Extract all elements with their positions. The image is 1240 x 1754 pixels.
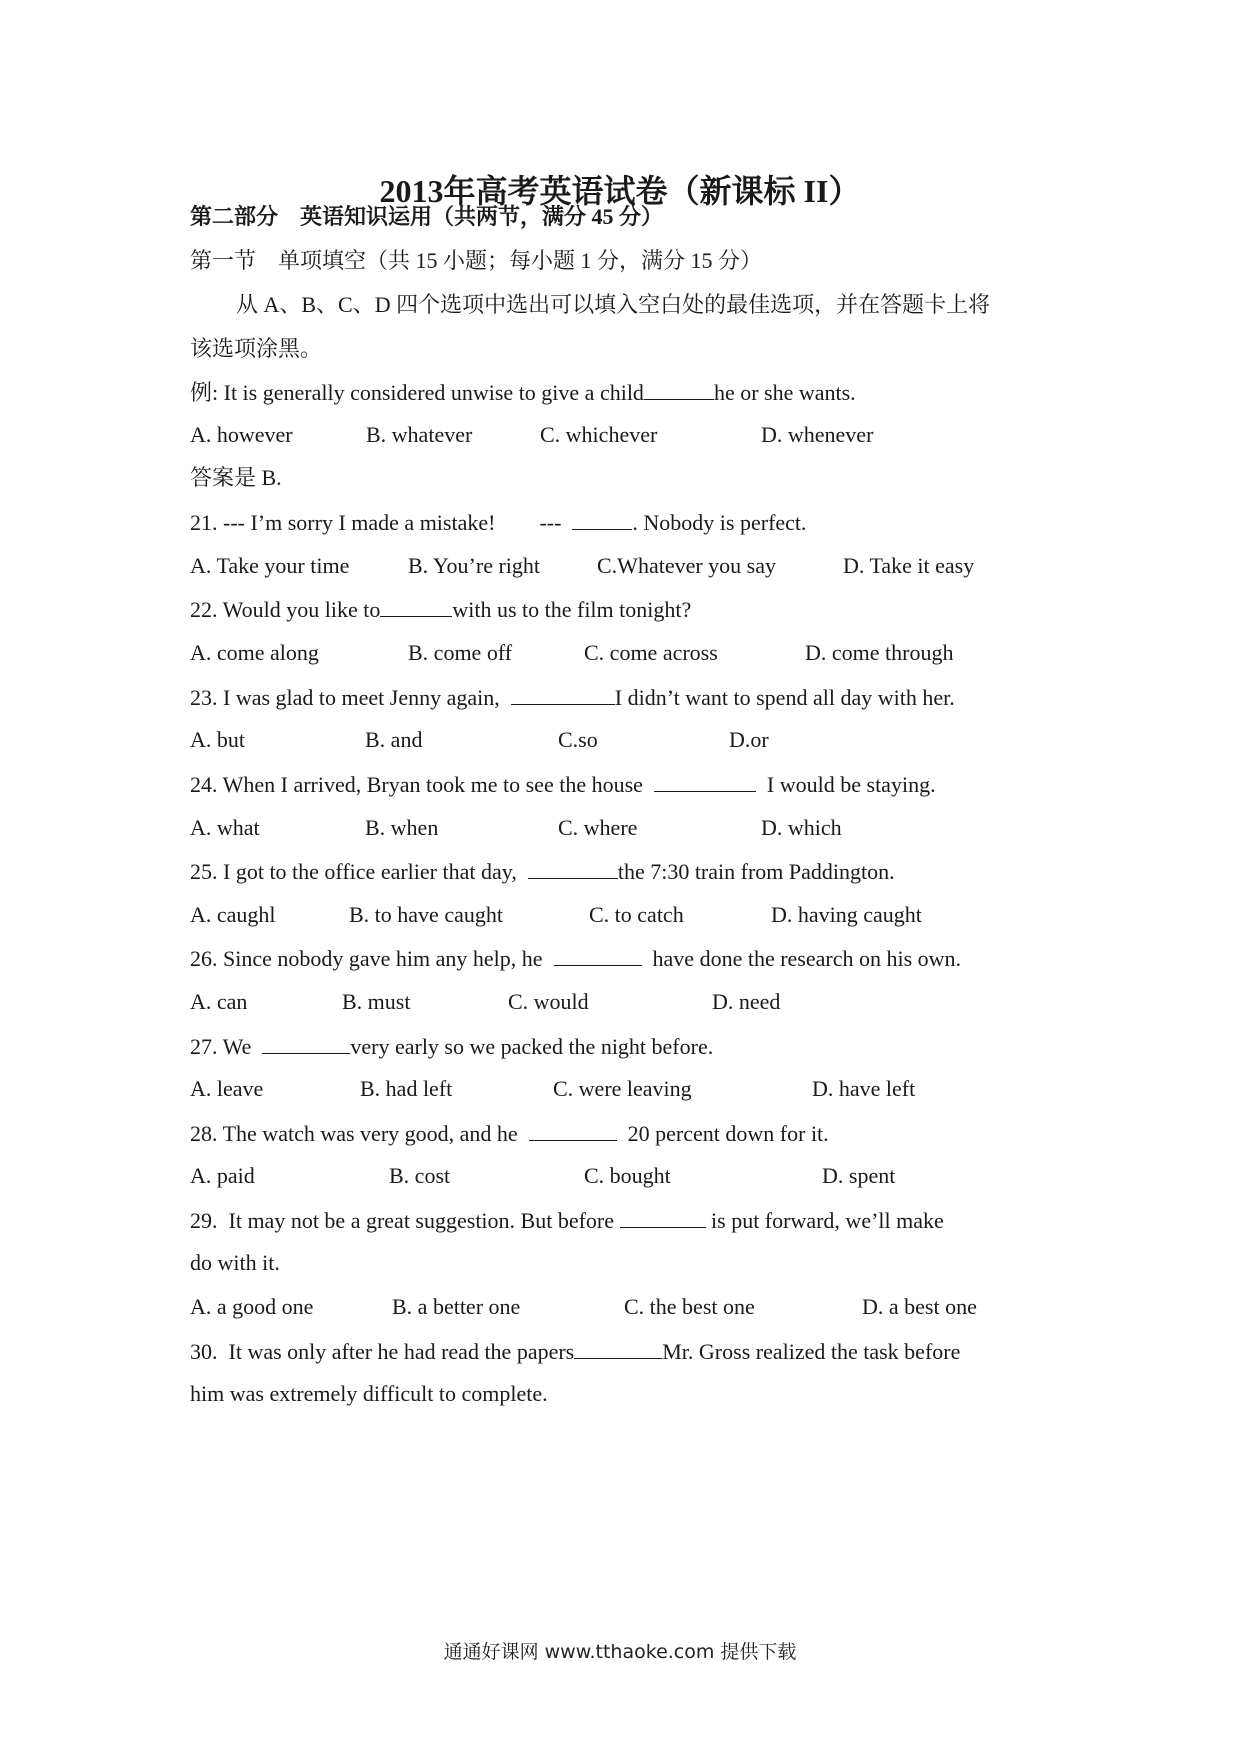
question-25-option-c: C. to catch [589,902,684,927]
question-21-blank [572,511,632,530]
question-26-stem [190,947,961,970]
question-21-option-d: D. Take it easy [843,553,975,578]
example-stem [190,381,856,404]
question-22-option-a: A. come along [190,640,319,665]
question-29-blank [620,1209,706,1228]
example-answer: 答案是 B. [190,465,282,490]
question-21-stem [190,511,807,534]
question-25-stem-after: the 7:30 train from Paddington. [617,859,895,884]
question-25-blank [528,860,618,879]
question-22-stem-before: 22. Would you like to [190,597,381,622]
example-option-b: B. whatever [366,422,473,447]
question-23-stem [190,686,955,709]
example-option-a: A. however [190,422,293,447]
question-25-option-a: A. caughl [190,902,276,927]
question-26-option-a: A. can [190,989,248,1014]
question-28-option-a: A. paid [190,1163,255,1188]
question-23-stem-after: I didn’t want to spend all day with her. [614,685,955,710]
question-28-stem-after: 20 percent down for it. [616,1121,829,1146]
question-22-option-c: C. come across [584,640,718,665]
question-29-option-b: B. a better one [392,1294,521,1319]
question-27-stem [190,1035,713,1058]
question-29-stem-before: 29. It may not be a great suggestion. But before [190,1208,620,1233]
example-stem-before: 例: It is generally considered unwise to give a child [190,380,644,405]
example-stem-after: he or she wants. [713,380,856,405]
question-26-stem-after: have done the research on his own. [641,946,962,971]
question-27-option-a: A. leave [190,1076,264,1101]
question-22-option-d: D. come through [805,640,954,665]
question-26-option-d: D. need [712,989,781,1014]
question-22-stem-after: with us to the film tonight? [452,597,692,622]
question-21-stem-after: . Nobody is perfect. [632,510,807,535]
question-30-blank [574,1340,662,1359]
question-24-option-a: A. what [190,815,260,840]
question-29-option-c: C. the best one [624,1294,755,1319]
instruction-line-2: 该选项涂黑。 [190,336,323,361]
question-28-stem [190,1122,829,1145]
question-28-stem-before: 28. The watch was very good, and he [190,1121,529,1146]
question-22-stem [190,598,691,621]
question-26-blank [554,947,642,966]
question-25-option-b: B. to have caught [349,902,503,927]
question-24-option-c: C. where [558,815,638,840]
question-27-stem-after: very early so we packed the night before. [350,1034,714,1059]
question-27-option-d: D. have left [812,1076,916,1101]
question-27-option-c: C. were leaving [553,1076,692,1101]
question-22-blank [380,598,452,617]
question-27-stem-before: 27. We [190,1034,263,1059]
question-24-option-b: B. when [365,815,439,840]
question-22-option-b: B. come off [408,640,513,665]
question-21-option-b: B. You’re right [408,553,541,578]
question-26-option-c: C. would [508,989,589,1014]
question-23-option-b: B. and [365,727,423,752]
question-29-stem-line-2: do with it. [190,1250,280,1275]
question-25-stem-before: 25. I got to the office earlier that day, [190,859,528,884]
example-option-c: C. whichever [540,422,658,447]
instruction-line-1: 从 A、B、C、D 四个选项中选出可以填入空白处的最佳选项，并在答题卡上将 [236,292,991,317]
question-27-blank [262,1035,350,1054]
question-24-stem-before: 24. When I arrived, Bryan took me to see the house [190,772,654,797]
question-21-option-c: C.Whatever you say [597,553,776,578]
question-30-stem [190,1340,960,1363]
question-27-option-b: B. had left [360,1076,453,1101]
question-23-option-c: C.so [558,727,598,752]
page-title: 2013年高考英语试卷（新课标 II） [379,173,861,209]
question-26-option-b: B. must [342,989,411,1014]
question-25-option-d: D. having caught [771,902,922,927]
question-28-blank [529,1122,617,1141]
question-28-option-b: B. cost [389,1163,451,1188]
page-footer: 通通好课网 www.tthaoke.com 提供下载 [443,1641,797,1663]
question-24-option-d: D. which [761,815,842,840]
question-21-option-a: A. Take your time [190,553,350,578]
question-23-stem-before: 23. I was glad to meet Jenny again, [190,685,511,710]
question-29-option-d: D. a best one [862,1294,977,1319]
question-29-stem [190,1209,944,1232]
question-25-stem [190,860,895,883]
question-30-stem-line-2: him was extremely difficult to complete. [190,1381,548,1406]
question-28-option-d: D. spent [822,1163,896,1188]
question-30-stem-before: 30. It was only after he had read the papers [190,1339,575,1364]
question-23-option-a: A. but [190,727,245,752]
question-29-option-a: A. a good one [190,1294,314,1319]
question-28-option-c: C. bought [584,1163,671,1188]
question-23-option-d: D.or [729,727,769,752]
question-23-blank [511,686,615,705]
example-option-d: D. whenever [761,422,874,447]
question-24-stem [190,773,936,796]
question-24-stem-after: I would be staying. [755,772,936,797]
question-30-stem-after: Mr. Gross realized the task before [662,1339,961,1364]
question-26-stem-before: 26. Since nobody gave him any help, he [190,946,554,971]
example-blank [644,381,714,400]
question-29-stem-after: is put forward, we’ll make [705,1208,944,1233]
subsection-heading: 第一节 单项填空（共 15 小题；每小题 1 分，满分 15 分） [190,248,763,273]
section-heading: 第二部分 英语知识运用（共两节，满分 45 分） [190,204,664,229]
question-24-blank [654,773,756,792]
question-21-stem-before: 21. --- I’m sorry I made a mistake! --- [190,510,573,535]
